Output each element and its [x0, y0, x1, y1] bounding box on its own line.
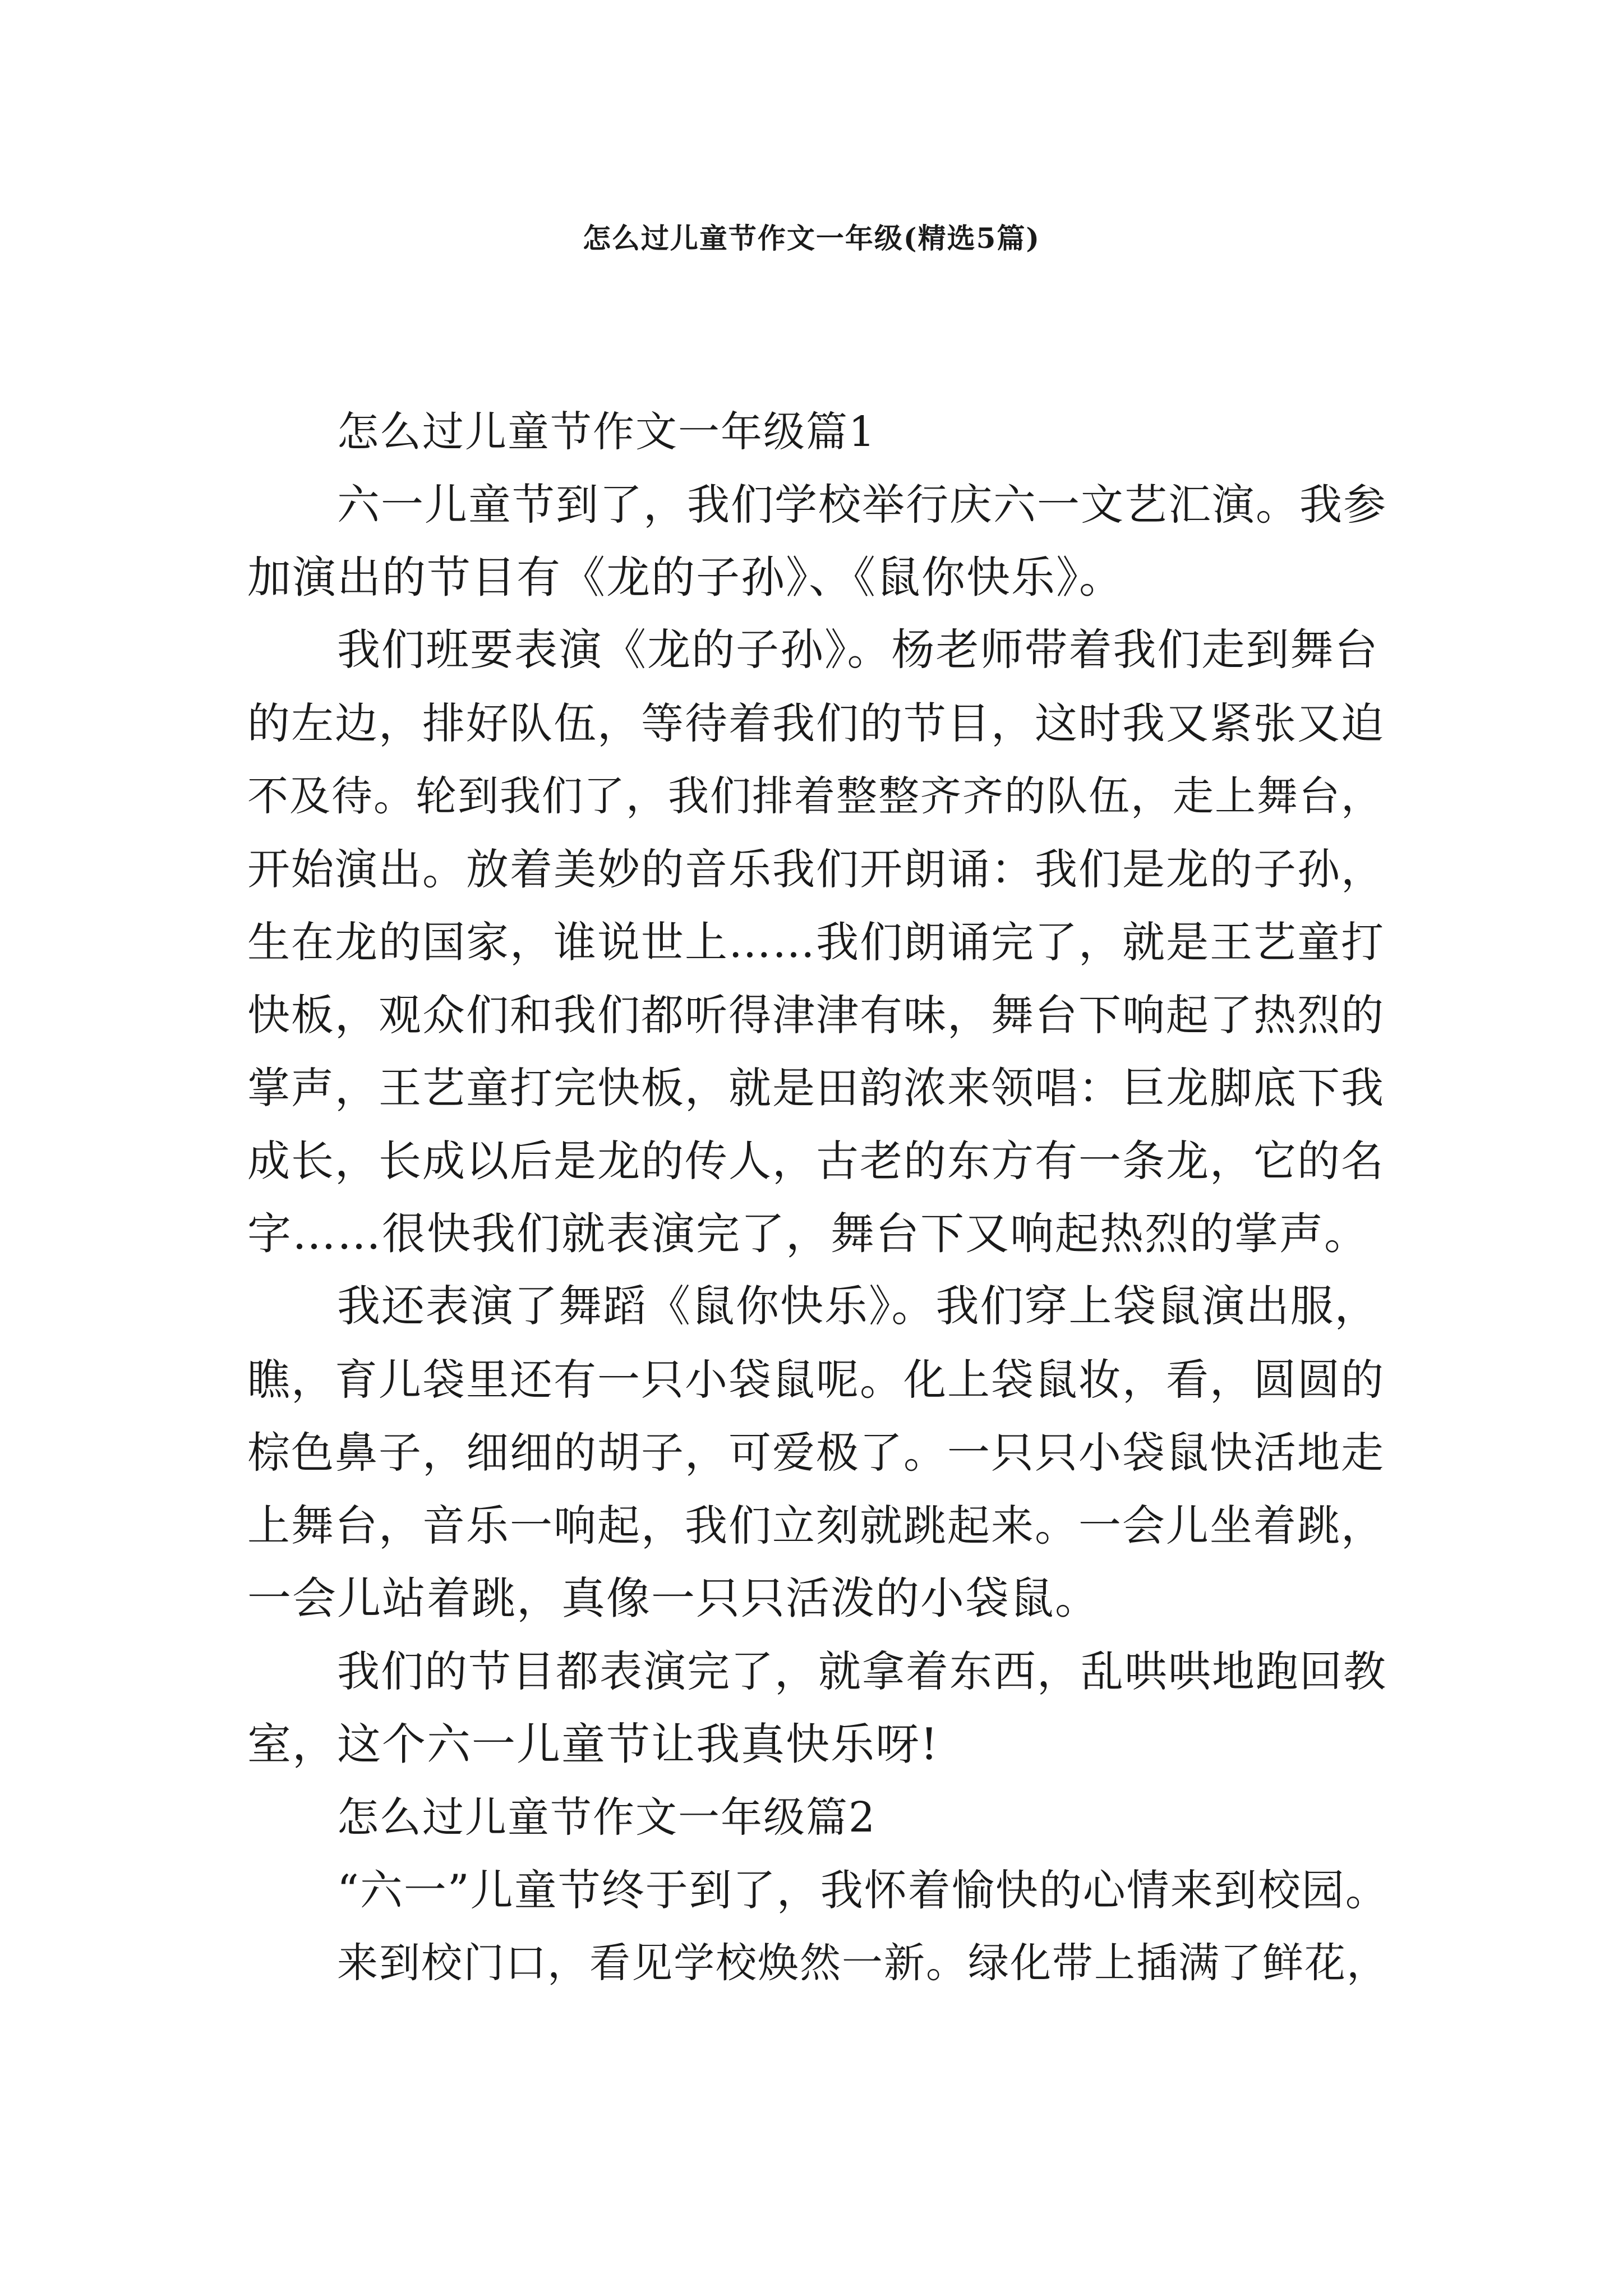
paragraph-line: 棕色鼻子，细细的胡子，可爱极了。一只只小袋鼠快活地走	[247, 1428, 1385, 1478]
paragraph-line: 生在龙的国家，谁说世上……我们朗诵完了，就是王艺童打	[247, 917, 1385, 967]
paragraph-line: 我还表演了舞蹈《鼠你快乐》。我们穿上袋鼠演出服，	[337, 1282, 1379, 1332]
paragraph-line: 掌声，王艺童打完快板，就是田韵浓来领唱：巨龙脚底下我	[247, 1063, 1385, 1113]
paragraph-line: 成长，长成以后是龙的传人，古老的东方有一条龙，它的名	[247, 1136, 1385, 1186]
paragraph-line: 快板，观众们和我们都听得津津有味，舞台下响起了热烈的	[247, 990, 1385, 1040]
paragraph-line: 的左边，排好队伍，等待着我们的节目，这时我又紧张又迫	[247, 698, 1385, 748]
paragraph-line: 一会儿站着跳，真像一只只活泼的小袋鼠。	[247, 1573, 1100, 1624]
paragraph-line: 瞧，育儿袋里还有一只小袋鼠呢。化上袋鼠妆，看，圆圆的	[247, 1355, 1385, 1405]
section-heading: 怎么过儿童节作文一年级篇1	[337, 408, 877, 456]
section-heading: 怎么过儿童节作文一年级篇2	[337, 1793, 877, 1842]
paragraph-line: 开始演出。放着美妙的音乐我们开朗诵：我们是龙的子孙，	[247, 844, 1385, 894]
paragraph-line: 不及待。轮到我们了，我们排着整整齐齐的队伍，走上舞台，	[247, 772, 1383, 820]
paragraph-line: 加演出的节目有《龙的子孙》、《鼠你快乐》。	[247, 553, 1124, 603]
paragraph-line: “六一”儿童节终于到了，我怀着愉快的心情来到校园。	[337, 1865, 1389, 1915]
paragraph-line: 我们班要表演《龙的子孙》。杨老师带着我们走到舞台	[337, 625, 1379, 675]
paragraph-line: 字……很快我们就表演完了，舞台下又响起热烈的掌声。	[247, 1209, 1370, 1259]
document-title: 怎么过儿童节作文一年级(精选5篇)	[582, 222, 1041, 255]
paragraph-line: 室，这个六一儿童节让我真快乐呀!	[247, 1719, 939, 1770]
paragraph-line: 六一儿童节到了，我们学校举行庆六一文艺汇演。我参	[337, 480, 1387, 530]
paragraph-line: 我们的节目都表演完了，就拿着东西，乱哄哄地跑回教	[337, 1646, 1387, 1696]
paragraph-line: 来到校门口，看见学校焕然一新。绿化带上插满了鲜花，	[337, 1939, 1389, 1987]
paragraph-line: 上舞台，音乐一响起，我们立刻就跳起来。一会儿坐着跳，	[247, 1501, 1385, 1550]
